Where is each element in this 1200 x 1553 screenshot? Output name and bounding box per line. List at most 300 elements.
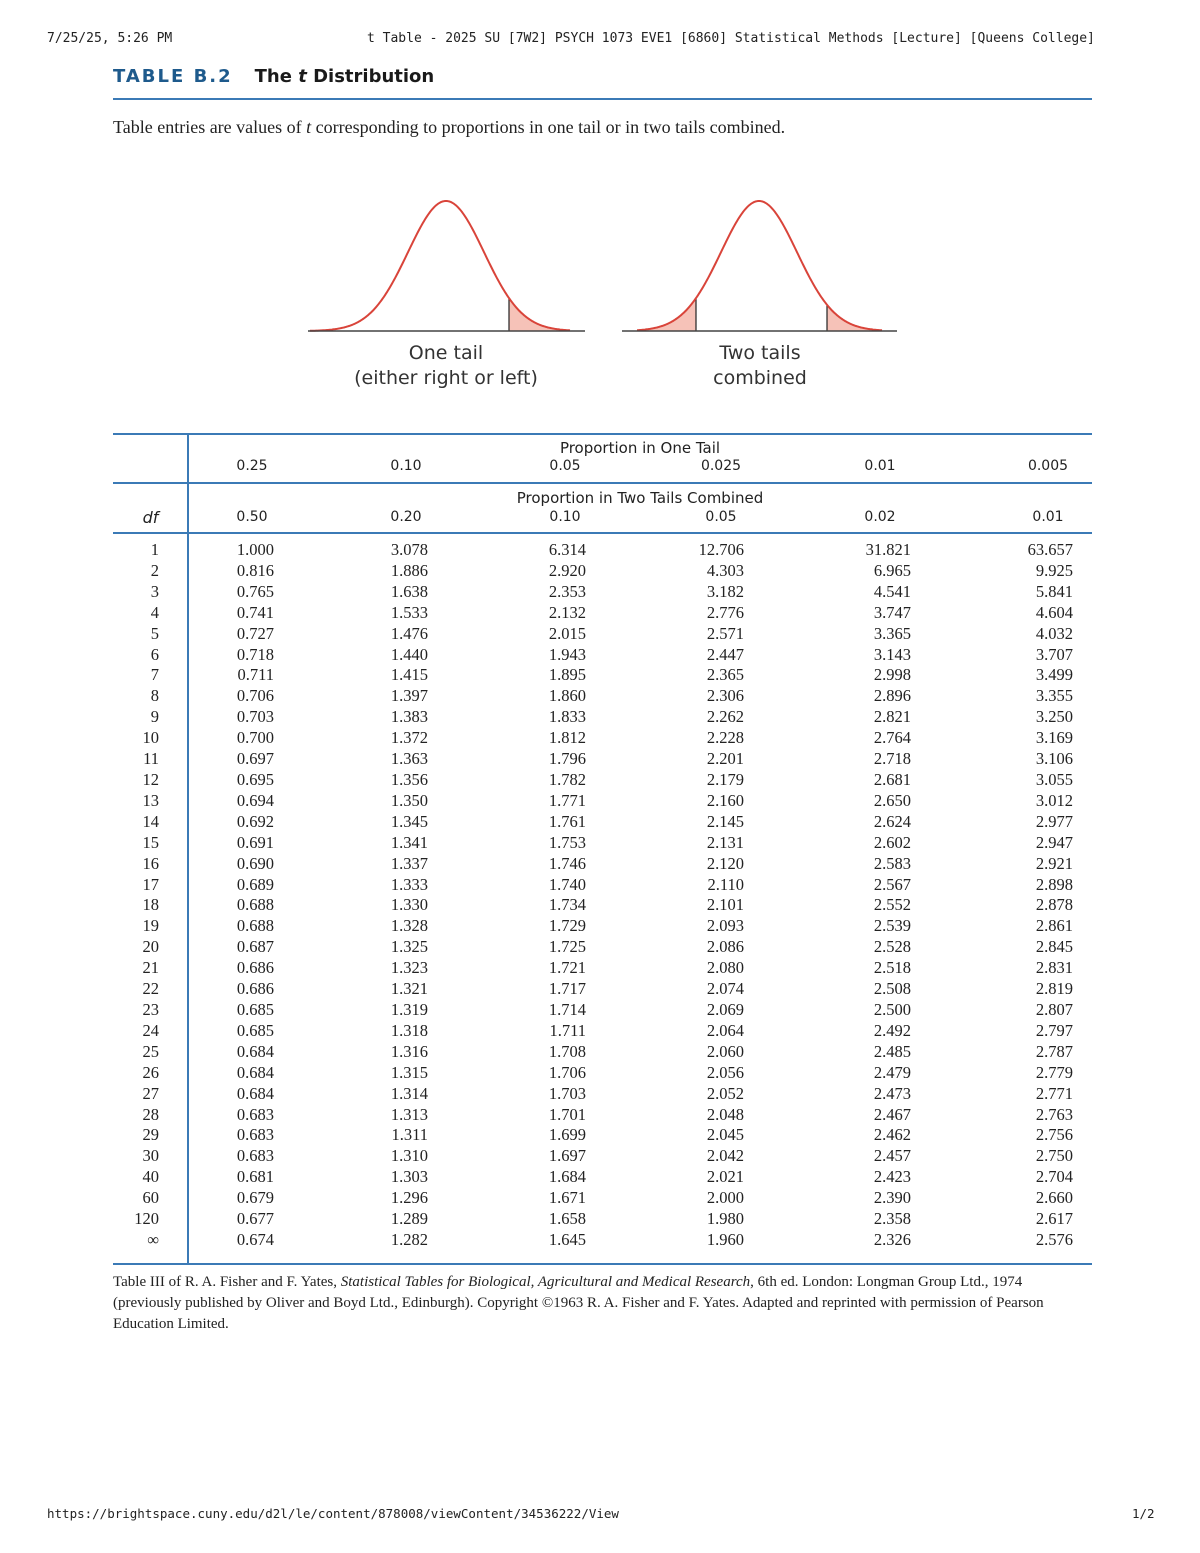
two-tails-caption-line-2: combined	[713, 367, 807, 389]
t-value-cell: 3.012	[1035, 790, 1073, 810]
two_tails-header-value: 0.20	[390, 509, 422, 525]
df-cell: 40	[142, 1167, 159, 1187]
t-value-cell: 2.821	[873, 707, 911, 727]
t-value-cell: 2.878	[1035, 895, 1073, 915]
t-value-cell: 1.708	[548, 1041, 586, 1061]
t-value-cell: 1.363	[390, 749, 428, 769]
t-value-cell: 2.145	[706, 811, 744, 831]
t-value-cell: 1.415	[390, 665, 428, 685]
header-bottom-rule	[113, 532, 1092, 534]
t-value-cell: 0.687	[236, 937, 274, 957]
t-value-cell: 0.679	[236, 1188, 274, 1208]
t-value-cell: 1.282	[390, 1230, 428, 1249]
t-value-cell: 0.688	[236, 916, 274, 936]
df-cell: 30	[142, 1146, 159, 1166]
df-cell: 14	[142, 811, 159, 831]
df-cell: 8	[150, 686, 159, 706]
t-value-cell: 0.697	[236, 749, 274, 769]
t-value-cell: 2.492	[873, 1020, 911, 1040]
df-cell: 60	[142, 1188, 159, 1208]
one_tail-header-value: 0.025	[700, 458, 742, 474]
table-row	[113, 707, 1092, 727]
t-value-cell: 2.539	[873, 916, 911, 936]
t-value-cell: 2.045	[706, 1125, 744, 1145]
t-value-cell: 1.372	[390, 728, 428, 748]
t-value-cell: 2.977	[1035, 811, 1073, 831]
table-row	[113, 812, 1092, 832]
t-value-cell: 0.677	[236, 1209, 274, 1229]
table-row	[113, 1084, 1092, 1104]
t-value-cell: 2.326	[873, 1230, 911, 1249]
t-value-cell: 2.779	[1035, 1062, 1073, 1082]
t-value-cell: 1.325	[390, 937, 428, 957]
t-value-cell: 2.807	[1035, 1000, 1073, 1019]
t-value-cell: 1.323	[390, 958, 428, 978]
t-value-cell: 0.718	[236, 644, 274, 664]
two-tails-curve	[637, 201, 882, 330]
t-value-cell: 0.690	[236, 853, 274, 873]
t-value-cell: 1.330	[390, 895, 428, 915]
df-cell: 11	[143, 749, 159, 769]
df-cell: 7	[150, 665, 159, 685]
source-note-pre: Table III of R. A. Fisher and F. Yates,	[113, 1274, 341, 1290]
two-tails-left-shaded-region	[637, 298, 696, 331]
t-value-cell: 2.201	[706, 749, 744, 769]
t-value-cell: 1.333	[390, 874, 428, 894]
t-value-cell: 0.686	[236, 958, 274, 978]
t-value-cell: 1.714	[548, 1000, 586, 1019]
t-value-cell: 0.816	[236, 560, 274, 580]
t-value-cell: 2.120	[706, 853, 744, 873]
t-value-cell: 1.725	[548, 937, 586, 957]
one-tail-caption-line-2: (either right or left)	[354, 367, 538, 389]
t-value-cell: 0.694	[236, 790, 274, 810]
t-value-cell: 1.943	[548, 644, 586, 664]
t-value-cell: 2.776	[706, 602, 744, 622]
df-cell: 13	[142, 790, 159, 810]
t-value-cell: 1.717	[548, 979, 586, 999]
t-value-cell: 1.711	[549, 1020, 586, 1040]
t-value-cell: 2.074	[706, 979, 744, 999]
table-row	[113, 582, 1092, 602]
t-value-cell: 2.093	[706, 916, 744, 936]
df-cell: 23	[142, 1000, 159, 1019]
t-value-cell: 2.306	[706, 686, 744, 706]
t-value-cell: 2.101	[706, 895, 744, 915]
t-value-cell: 0.691	[236, 832, 274, 852]
table-row	[113, 540, 1092, 560]
df-cell: 26	[142, 1062, 159, 1082]
table-row	[113, 958, 1092, 978]
t-value-cell: 0.684	[236, 1083, 274, 1103]
t-value-cell: 2.624	[873, 811, 911, 831]
t-value-cell: 2.845	[1035, 937, 1073, 957]
t-value-cell: 2.650	[873, 790, 911, 810]
t-value-cell: 0.711	[237, 665, 274, 685]
df-cell: 17	[142, 874, 159, 894]
table-row	[113, 895, 1092, 915]
t-value-cell: 2.764	[873, 728, 911, 748]
t-value-cell: 2.921	[1035, 853, 1073, 873]
table-row	[113, 916, 1092, 936]
print-page-title: t Table - 2025 SU [7W2] PSYCH 1073 EVE1 [6860] Statistical Methods [Lecture] [Queens College]	[367, 31, 1095, 46]
t-value-cell: 2.423	[873, 1167, 911, 1187]
t-value-cell: 0.706	[236, 686, 274, 706]
table-heading	[113, 66, 434, 87]
two_tails-header-value: 0.01	[1032, 509, 1064, 525]
t-value-cell: 2.353	[548, 581, 586, 601]
intro-t: t	[306, 117, 312, 137]
t-value-cell: 2.015	[548, 623, 586, 643]
t-value-cell: 5.841	[1035, 581, 1073, 601]
t-value-cell: 2.528	[873, 937, 911, 957]
table-row	[113, 1125, 1092, 1145]
intro-text	[113, 117, 785, 138]
t-value-cell: 2.052	[706, 1083, 744, 1103]
t-value-cell: 2.771	[1035, 1083, 1073, 1103]
t-value-cell: 0.683	[236, 1146, 274, 1166]
t-value-cell: 0.683	[236, 1125, 274, 1145]
t-value-cell: 9.925	[1035, 560, 1073, 580]
t-value-cell: 1.746	[548, 853, 586, 873]
t-value-cell: 2.583	[873, 853, 911, 873]
one-tail-diagram	[308, 201, 585, 331]
t-value-cell: 2.228	[706, 728, 744, 748]
t-value-cell: 1.782	[548, 770, 586, 789]
two_tails-header-value: 0.10	[549, 509, 581, 525]
df-cell: 6	[150, 644, 159, 664]
df-cell: 3	[150, 581, 159, 601]
t-value-cell: 2.179	[706, 770, 744, 789]
table-row	[113, 833, 1092, 853]
two-tails-caption	[660, 341, 860, 391]
table-title-pre: The	[254, 66, 299, 87]
t-value-cell: 0.684	[236, 1041, 274, 1061]
one_tail-header-value: 0.005	[1027, 458, 1069, 474]
t-value-cell: 2.750	[1035, 1146, 1073, 1166]
t-value-cell: 2.552	[873, 895, 911, 915]
t-value-cell: 2.896	[873, 686, 911, 706]
t-value-cell: 2.485	[873, 1041, 911, 1061]
t-value-cell: 2.457	[873, 1146, 911, 1166]
t-value-cell: 2.947	[1035, 832, 1073, 852]
t-value-cell: 1.886	[390, 560, 428, 580]
t-value-cell: 0.692	[236, 811, 274, 831]
t-value-cell: 1.313	[390, 1104, 428, 1124]
t-value-cell: 6.965	[873, 560, 911, 580]
t-value-cell: 1.729	[548, 916, 586, 936]
t-value-cell: 2.602	[873, 832, 911, 852]
df-cell: 29	[142, 1125, 159, 1145]
t-value-cell: 2.132	[548, 602, 586, 622]
t-value-cell: 2.787	[1035, 1041, 1073, 1061]
t-value-cell: 0.674	[236, 1230, 274, 1249]
t-value-cell: 1.860	[548, 686, 586, 706]
one-tail-caption	[346, 341, 546, 391]
table-row	[113, 854, 1092, 874]
table-row	[113, 603, 1092, 623]
df-header: df	[142, 508, 159, 527]
source-note-post: , 6th ed. London: Longman Group Ltd., 1974 (previously published by Oliver and Boyd Ltd., Edinburgh). Copyright ©1963 R. A. Fisher and F. Yates. Adapted and reprinted with permission of Pearson Education Limited.	[113, 1274, 1044, 1332]
t-value-cell: 1.703	[548, 1083, 586, 1103]
t-value-cell: 2.365	[706, 665, 744, 685]
df-cell: 28	[142, 1104, 159, 1124]
table-row	[113, 665, 1092, 685]
t-value-cell: 2.571	[706, 623, 744, 643]
df-cell: 4	[150, 602, 159, 622]
df-cell: 15	[142, 832, 159, 852]
t-value-cell: 3.106	[1035, 749, 1073, 769]
t-value-cell: 0.688	[236, 895, 274, 915]
t-value-cell: 1.658	[548, 1209, 586, 1229]
t-value-cell: 2.390	[873, 1188, 911, 1208]
t-value-cell: 3.355	[1035, 686, 1073, 706]
df-cell: 2	[150, 560, 159, 580]
t-value-cell: 1.740	[548, 874, 586, 894]
t-value-cell: 2.462	[873, 1125, 911, 1145]
t-value-cell: 2.160	[706, 790, 744, 810]
df-cell: 27	[142, 1083, 159, 1103]
table-row	[113, 1021, 1092, 1041]
t-value-cell: 0.703	[236, 707, 274, 727]
t-value-cell: 2.500	[873, 1000, 911, 1019]
table-row	[113, 1146, 1092, 1166]
intro-pre: Table entries are values of	[113, 117, 307, 137]
df-cell: 9	[150, 707, 159, 727]
heading-rule	[113, 98, 1092, 100]
table-row	[113, 937, 1092, 957]
t-value-cell: 1.734	[548, 895, 586, 915]
t-value-cell: 1.314	[390, 1083, 428, 1103]
t-value-cell: 2.704	[1035, 1167, 1073, 1187]
two_tails-header-value: 0.02	[864, 509, 896, 525]
t-value-cell: 2.262	[706, 707, 744, 727]
t-value-cell: 1.812	[548, 728, 586, 748]
one-tail-caption-line-1: One tail	[408, 342, 484, 364]
t-value-cell: 3.055	[1035, 770, 1073, 789]
t-value-cell: 1.533	[390, 602, 428, 622]
t-value-cell: 1.638	[390, 581, 428, 601]
t-value-cell: 1.771	[548, 790, 586, 810]
t-value-cell: 2.131	[706, 832, 744, 852]
table-row	[113, 875, 1092, 895]
df-cell: 10	[142, 728, 159, 748]
df-cell: 12	[142, 770, 159, 789]
t-value-cell: 2.080	[706, 958, 744, 978]
df-cell: 19	[142, 916, 159, 936]
t-value-cell: 1.721	[548, 958, 586, 978]
t-value-cell: 2.110	[707, 874, 744, 894]
t-value-cell: 1.753	[548, 832, 586, 852]
t-value-cell: 2.086	[706, 937, 744, 957]
t-value-cell: 1.397	[390, 686, 428, 706]
t-value-cell: 4.541	[873, 581, 911, 601]
t-value-cell: 2.763	[1035, 1104, 1073, 1124]
t-value-cell: 12.706	[698, 540, 744, 559]
t-value-cell: 1.350	[390, 790, 428, 810]
t-value-cell: 1.303	[390, 1167, 428, 1187]
t-value-cell: 1.684	[548, 1167, 586, 1187]
two_tails-header-value: 0.05	[705, 509, 737, 525]
t-value-cell: 3.499	[1035, 665, 1073, 685]
one-tail-shaded-region	[509, 298, 568, 331]
df-cell: 21	[142, 958, 159, 978]
t-value-cell: 0.689	[236, 874, 274, 894]
tail-diagrams	[300, 190, 910, 350]
t-value-cell: 1.318	[390, 1020, 428, 1040]
df-cell: 5	[150, 623, 159, 643]
t-value-cell: 1.341	[390, 832, 428, 852]
t-value-cell: 2.576	[1035, 1230, 1073, 1249]
t-value-cell: 2.718	[873, 749, 911, 769]
t-value-cell: 0.727	[236, 623, 274, 643]
t-value-cell: 2.056	[706, 1062, 744, 1082]
t-value-cell: 3.707	[1035, 644, 1073, 664]
t-value-cell: 2.660	[1035, 1188, 1073, 1208]
one_tail-header-value: 0.25	[236, 458, 268, 474]
t-value-cell: 3.169	[1035, 728, 1073, 748]
t-value-cell: 1.706	[548, 1062, 586, 1082]
t-value-cell: 4.032	[1035, 623, 1073, 643]
t-value-cell: 1.761	[548, 811, 586, 831]
t-value-cell: 2.998	[873, 665, 911, 685]
t-value-cell: 2.617	[1035, 1209, 1073, 1229]
table-bottom-rule	[113, 1263, 1092, 1265]
table-row	[113, 686, 1092, 706]
table-row	[113, 645, 1092, 665]
one-tail-curve	[310, 201, 570, 331]
t-value-cell: 2.048	[706, 1104, 744, 1124]
t-value-cell: 1.345	[390, 811, 428, 831]
table-row	[113, 770, 1092, 790]
t-value-cell: 1.980	[706, 1209, 744, 1229]
t-value-cell: 2.797	[1035, 1020, 1073, 1040]
t-value-cell: 63.657	[1027, 540, 1073, 559]
t-value-cell: 0.695	[236, 770, 274, 789]
t-value-cell: 1.311	[391, 1125, 428, 1145]
source-note	[113, 1272, 1083, 1335]
t-value-cell: 2.518	[873, 958, 911, 978]
table-top-rule	[113, 433, 1092, 435]
t-value-cell: 2.756	[1035, 1125, 1073, 1145]
t-value-cell: 2.831	[1035, 958, 1073, 978]
t-value-cell: 3.250	[1035, 707, 1073, 727]
t-value-cell: 3.143	[873, 644, 911, 664]
t-value-cell: 2.060	[706, 1041, 744, 1061]
table-row	[113, 1230, 1092, 1250]
table-row	[113, 1042, 1092, 1062]
table-title-post: Distribution	[306, 66, 435, 87]
t-value-cell: 1.697	[548, 1146, 586, 1166]
t-value-cell: 1.701	[548, 1104, 586, 1124]
t-value-cell: 1.699	[548, 1125, 586, 1145]
table-row	[113, 1188, 1092, 1208]
t-value-cell: 0.765	[236, 581, 274, 601]
table-row	[113, 979, 1092, 999]
t-value-cell: 0.683	[236, 1104, 274, 1124]
table-row	[113, 1000, 1092, 1020]
two_tails-header-value: 0.50	[236, 509, 268, 525]
df-cell: 22	[142, 979, 159, 999]
two-tails-header-label: Proportion in Two Tails Combined	[516, 489, 764, 507]
one-tail-header-label: Proportion in One Tail	[559, 439, 721, 457]
t-value-cell: 2.508	[873, 979, 911, 999]
table-row	[113, 1105, 1092, 1125]
df-cell: 18	[142, 895, 159, 915]
df-cell: 120	[134, 1209, 159, 1229]
t-value-cell: 2.447	[706, 644, 744, 664]
t-value-cell: 1.310	[390, 1146, 428, 1166]
t-value-cell: 1.671	[548, 1188, 586, 1208]
t-value-cell: 2.064	[706, 1020, 744, 1040]
t-value-cell: 1.315	[390, 1062, 428, 1082]
df-cell: 20	[142, 937, 159, 957]
table-row	[113, 624, 1092, 644]
t-value-cell: 2.069	[706, 1000, 744, 1019]
t-value-cell: 6.314	[548, 540, 586, 559]
t-value-cell: 2.567	[873, 874, 911, 894]
t-value-cell: 1.796	[548, 749, 586, 769]
header-divider-rule	[113, 482, 1092, 484]
t-value-cell: 2.861	[1035, 916, 1073, 936]
t-value-cell: 3.078	[390, 540, 428, 559]
t-value-cell: 1.316	[390, 1041, 428, 1061]
one_tail-header-value: 0.10	[390, 458, 422, 474]
table-row	[113, 749, 1092, 769]
table-row	[113, 561, 1092, 581]
t-value-cell: 2.898	[1035, 874, 1073, 894]
t-value-cell: 1.000	[236, 540, 274, 559]
table-row	[113, 791, 1092, 811]
one_tail-header-value: 0.01	[864, 458, 896, 474]
df-cell: 25	[142, 1041, 159, 1061]
two-tails-right-shaded-region	[827, 305, 882, 331]
print-page-number: 1/2	[1132, 1506, 1155, 1521]
t-value-cell: 1.328	[390, 916, 428, 936]
t-value-cell: 31.821	[865, 540, 911, 559]
df-cell: 1	[150, 540, 159, 559]
t-value-cell: 2.479	[873, 1062, 911, 1082]
t-value-cell: 1.356	[390, 770, 428, 789]
table-title-t: t	[298, 66, 307, 87]
df-cell: 16	[142, 853, 159, 873]
t-value-cell: 1.337	[390, 853, 428, 873]
t-value-cell: 1.440	[390, 644, 428, 664]
table-title	[255, 66, 435, 87]
table-row	[113, 1167, 1092, 1187]
t-value-cell: 1.383	[390, 707, 428, 727]
t-value-cell: 2.819	[1035, 979, 1073, 999]
t-value-cell: 0.685	[236, 1000, 274, 1019]
t-value-cell: 2.358	[873, 1209, 911, 1229]
t-value-cell: 2.042	[706, 1146, 744, 1166]
t-value-cell: 0.685	[236, 1020, 274, 1040]
table-row	[113, 1209, 1092, 1229]
t-value-cell: 2.473	[873, 1083, 911, 1103]
t-value-cell: 3.365	[873, 623, 911, 643]
one_tail-header-value: 0.05	[549, 458, 581, 474]
intro-post: corresponding to proportions in one tail or in two tails combined.	[311, 117, 786, 137]
table-row	[113, 1063, 1092, 1083]
t-value-cell: 1.296	[390, 1188, 428, 1208]
t-value-cell: 1.960	[706, 1230, 744, 1249]
source-note-book: Statistical Tables for Biological, Agricultural and Medical Research	[340, 1274, 751, 1290]
t-value-cell: 2.920	[548, 560, 586, 580]
t-value-cell: 2.681	[873, 770, 911, 789]
table-label: TABLE B.2	[113, 66, 233, 87]
t-value-cell: 3.182	[706, 581, 744, 601]
t-value-cell: 4.604	[1035, 602, 1073, 622]
